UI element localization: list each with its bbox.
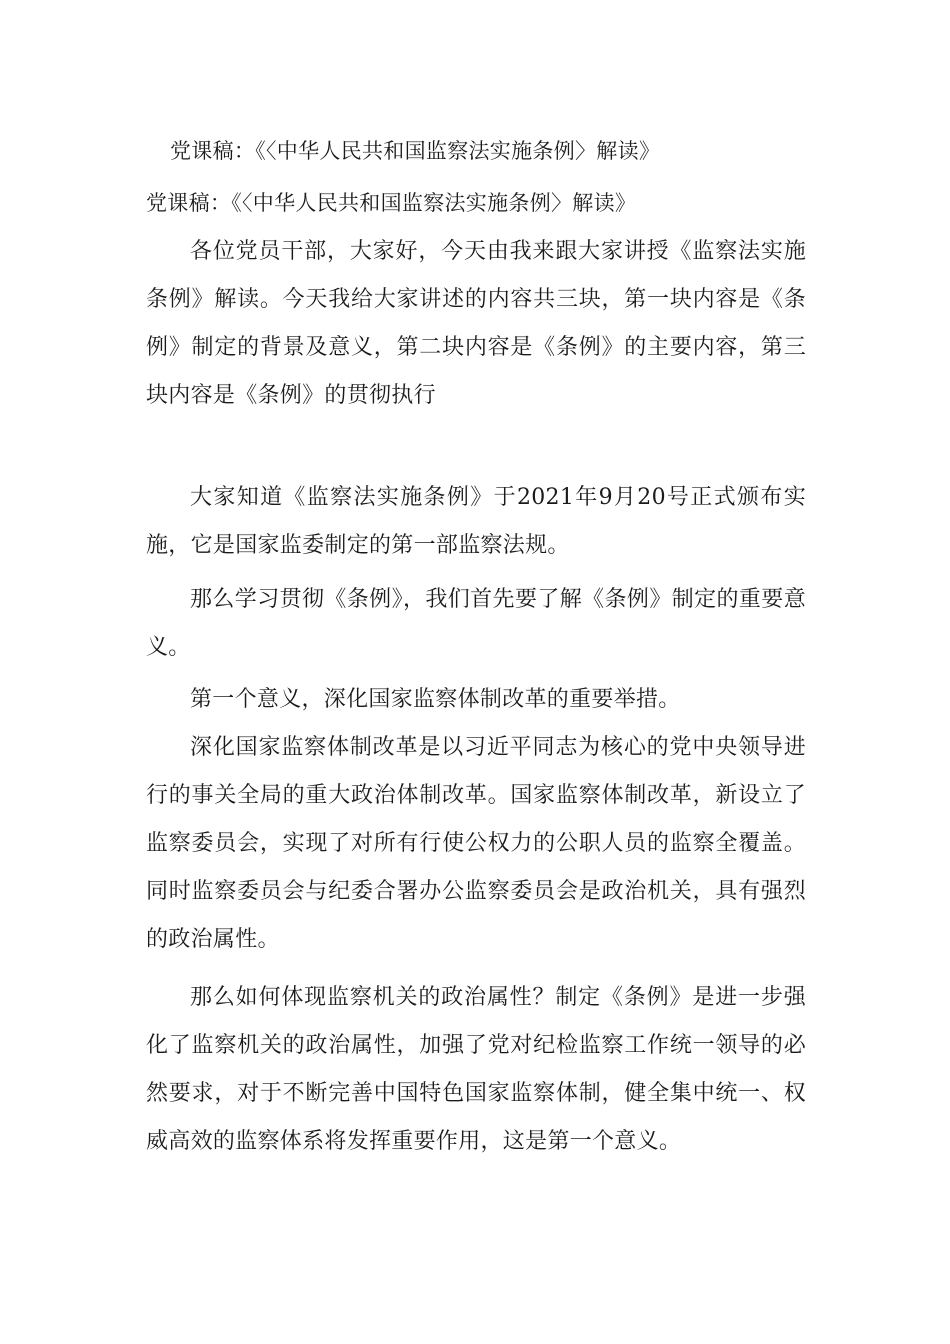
- paragraph-first-meaning-heading: 第一个意义，深化国家监察体制改革的重要举措。: [190, 687, 681, 712]
- document-title-line-2: 党课稿：《〈中华人民共和国监察法实施条例〉解读》: [146, 191, 637, 215]
- paragraph-promulgation: 大家知道《监察法实施条例》于2021年9月20号正式颁布实施，它是国家监委制定的第一部监察法规。: [146, 485, 806, 558]
- document-title-line-1: 党课稿：《〈中华人民共和国监察法实施条例〉解读》: [170, 139, 661, 163]
- paragraph-reform: 深化国家监察体制改革是以习近平同志为核心的党中央领导进行的事关全局的重大政治体制改革。国家监察体制改革，新设立了监察委员会，实现了对所有行使公权力的公职人员的监察全覆盖。同时监察委员会与纪委合署办公监察委员会是政治机关，具有强烈的政治属性。: [146, 735, 806, 952]
- paragraph-intro: 各位党员干部，大家好，今天由我来跟大家讲授《监察法实施条例》解读。今天我给大家讲述的内容共三块，第一块内容是《条例》制定的背景及意义，第二块内容是《条例》的主要内容，第三块内容是《条例》的贯彻执行: [146, 239, 806, 408]
- paragraph-political-attribute: 那么如何体现监察机关的政治属性？制定《条例》是进一步强化了监察机关的政治属性，加强了党对纪检监察工作统一领导的必然要求，对于不断完善中国特色国家监察体制，健全集中统一、权威高效的监察体系将发挥重要作用，这是第一个意义。: [146, 985, 806, 1154]
- paragraph-significance: 那么学习贯彻《条例》，我们首先要了解《条例》制定的重要意义。: [146, 587, 806, 660]
